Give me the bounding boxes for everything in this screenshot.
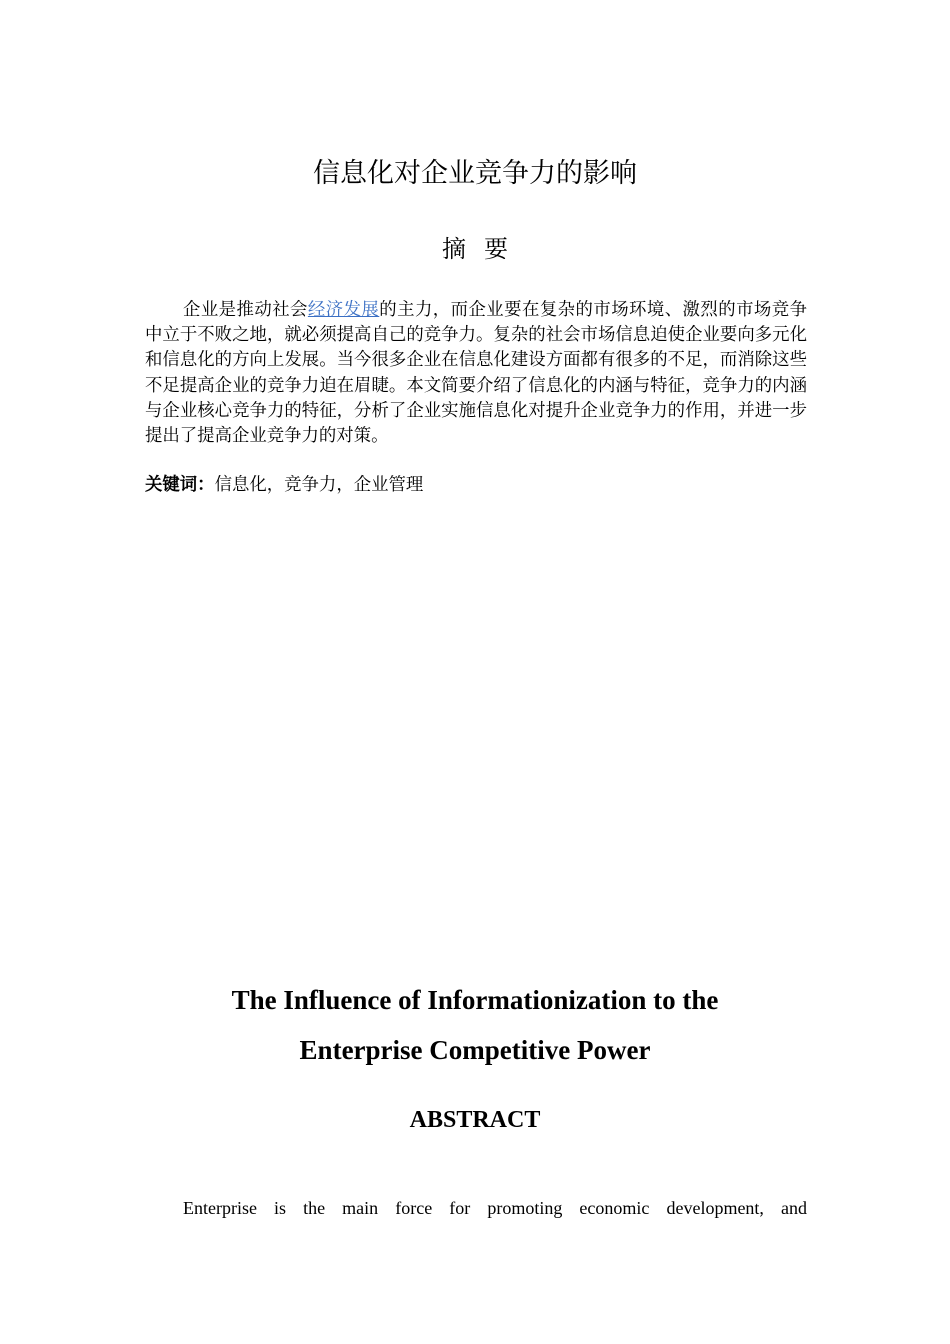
english-title-line-2: Enterprise Competitive Power bbox=[299, 1035, 651, 1065]
chinese-abstract-heading: 摘要 bbox=[442, 235, 526, 263]
chinese-title: 信息化对企业竞争力的影响 bbox=[313, 158, 637, 189]
chinese-keywords bbox=[145, 473, 807, 498]
chinese-abstract-text-rest: 的主力，而企业要在复杂的市场环境、激烈的市场竞争中立于不败之地，就必须提高自己的竞争力。复杂的社会市场信息迫使企业要向多元化和信息化的方向上发展。当今很多企业在信息化建设方面都有很多的不足，而消除这些不足提高企业的竞争力迫在眉睫。本文简要介绍了信息化的内涵与特征，竞争力的内涵与企业核心竞争力的特征，分析了企业实施信息化对提升企业竞争力的作用，并进一步提出了提高企业竞争力的对策。 bbox=[145, 300, 807, 447]
english-abstract-body: Enterprise is the main force for promoting economic development, and bbox=[183, 1198, 807, 1218]
economic-development-link[interactable]: 经济发展 bbox=[307, 300, 380, 320]
chinese-abstract-text-start: 企业是推动社会 bbox=[183, 300, 308, 320]
english-title bbox=[0, 975, 950, 1075]
keywords-label: 关键词： bbox=[145, 475, 215, 495]
english-title-line-1: The Influence of Informationization to the bbox=[231, 985, 719, 1015]
chinese-abstract-body bbox=[145, 298, 807, 449]
keywords-list: 信息化，竞争力，企业管理 bbox=[214, 475, 424, 495]
english-abstract-heading: ABSTRACT bbox=[409, 1107, 541, 1133]
